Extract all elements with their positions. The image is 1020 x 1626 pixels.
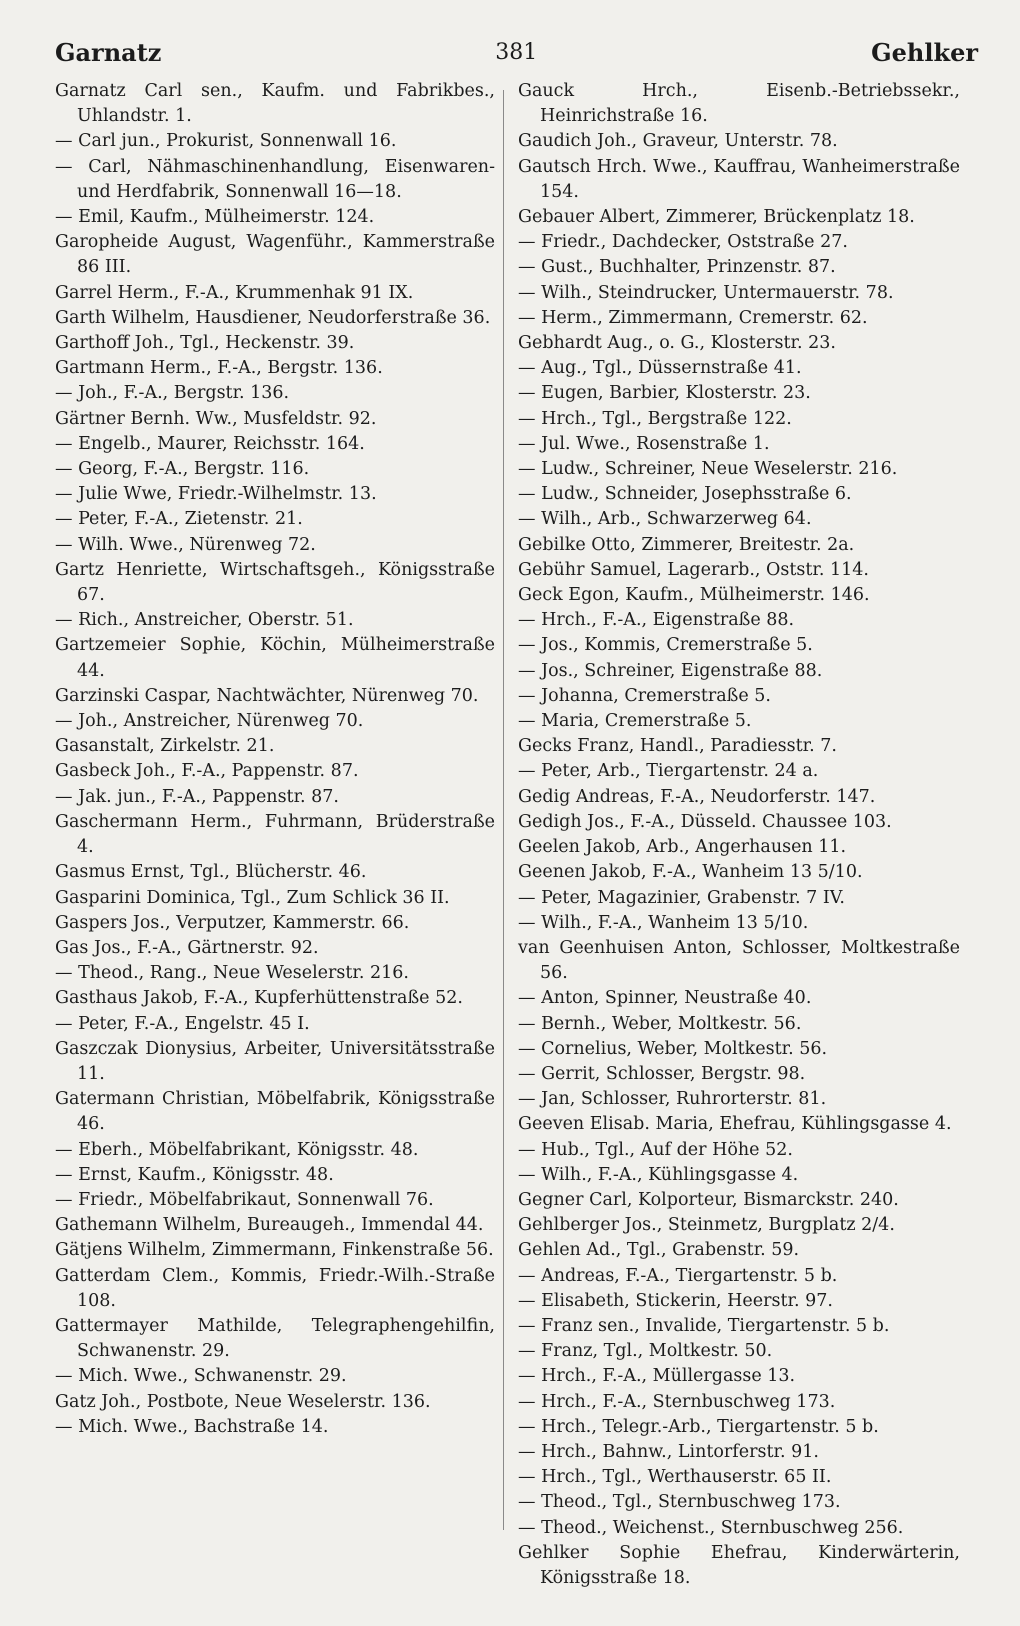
directory-entry: Gebhardt Aug., o. G., Klosterstr. 23.: [518, 333, 836, 354]
directory-entry: — Theod., Weichenst., Sternbuschweg 256.: [518, 1517, 904, 1538]
directory-entry: Garnatz Carl sen., Kaufm. und Fabrikbes., Uhlandstr. 1.: [55, 81, 495, 127]
directory-entry: — Jak. jun., F.-A., Pappenstr. 87.: [55, 786, 339, 807]
directory-entry: Garzinski Caspar, Nachtwächter, Nürenweg 70.: [55, 685, 479, 706]
directory-entry: Gattermayer Mathilde, Telegraphengehilfin, Schwanenstr. 29.: [55, 1315, 495, 1362]
directory-entry: — Elisabeth, Stickerin, Heerstr. 97.: [518, 1290, 833, 1311]
directory-entry: Gartmann Herm., F.-A., Bergstr. 136.: [55, 358, 383, 379]
directory-entry: Gaspers Jos., Verputzer, Kammerstr. 66.: [55, 912, 410, 933]
directory-entry: — Anton, Spinner, Neustraße 40.: [518, 988, 812, 1009]
directory-entry: — Ernst, Kaufm., Königsstr. 48.: [55, 1164, 334, 1185]
directory-entry: — Wilh., Steindrucker, Untermauerstr. 78.: [518, 282, 894, 303]
directory-entry: — Ludw., Schneider, Josephsstraße 6.: [518, 484, 852, 505]
directory-entry: — Carl jun., Prokurist, Sonnenwall 16.: [55, 131, 397, 152]
directory-entry: — Hrch., Tgl., Werthauserstr. 65 II.: [518, 1467, 832, 1488]
directory-entry: — Peter, F.-A., Zietenstr. 21.: [55, 509, 303, 530]
directory-entry: — Rich., Anstreicher, Oberstr. 51.: [55, 610, 354, 631]
directory-entry: Geenen Jakob, F.-A., Wanheim 13 5/10.: [518, 862, 863, 883]
directory-entry: — Theod., Tgl., Sternbuschweg 173.: [518, 1492, 841, 1513]
directory-entry: Gätjens Wilhelm, Zimmermann, Finkenstraße 56.: [55, 1240, 494, 1261]
directory-entry: Gebühr Samuel, Lagerarb., Oststr. 114.: [518, 559, 869, 580]
directory-entry: — Jos., Schreiner, Eigenstraße 88.: [518, 660, 823, 681]
directory-entry: Garthoff Joh., Tgl., Heckenstr. 39.: [55, 333, 355, 354]
directory-entry: — Friedr., Dachdecker, Oststraße 27.: [518, 232, 848, 253]
directory-entry: — Theod., Rang., Neue Weselerstr. 216.: [55, 963, 409, 984]
directory-entry: van Geenhuisen Anton, Schlosser, Moltkestraße 56.: [518, 937, 960, 984]
directory-entry: — Emil, Kaufm., Mülheimerstr. 124.: [55, 207, 375, 228]
directory-entry: Gedigh Jos., F.-A., Düsseld. Chaussee 103.: [518, 811, 892, 832]
directory-entry: — Bernh., Weber, Moltkestr. 56.: [518, 1013, 802, 1034]
directory-entry: Gebauer Albert, Zimmerer, Brückenplatz 18.: [518, 207, 915, 228]
directory-entry: Geelen Jakob, Arb., Angerhausen 11.: [518, 837, 847, 858]
directory-entry: — Jul. Wwe., Rosenstraße 1.: [518, 433, 770, 454]
directory-entry: Gasparini Dominica, Tgl., Zum Schlick 36 II.: [55, 887, 450, 908]
header-right-keyword: Gehlker: [871, 37, 978, 67]
directory-entry: Garopheide August, Wagenführ., Kammerstraße 86 III.: [55, 232, 495, 278]
directory-entry: — Wilh. Wwe., Nürenweg 72.: [55, 534, 316, 555]
directory-entry: — Jos., Kommis, Cremerstraße 5.: [518, 635, 813, 656]
directory-entry: — Hrch., Tgl., Bergstraße 122.: [518, 408, 792, 429]
directory-entry: Gebilke Otto, Zimmerer, Breitestr. 2a.: [518, 534, 855, 555]
directory-entry: — Gust., Buchhalter, Prinzenstr. 87.: [518, 257, 836, 278]
directory-entry: — Peter, F.-A., Engelstr. 45 I.: [55, 1013, 310, 1034]
directory-entry: — Engelb., Maurer, Reichsstr. 164.: [55, 433, 365, 454]
directory-entry: — Hrch., F.-A., Sternbuschweg 173.: [518, 1391, 836, 1412]
directory-entry: — Eberh., Möbelfabrikant, Königsstr. 48.: [55, 1139, 419, 1160]
directory-entry: — Peter, Arb., Tiergartenstr. 24 a.: [518, 761, 819, 782]
directory-entry: Gaszczak Dionysius, Arbeiter, Universitätsstraße 11.: [55, 1038, 495, 1084]
directory-entry: — Wilh., F.-A., Kühlingsgasse 4.: [518, 1164, 799, 1185]
right-column: [518, 79, 960, 1591]
page-header: [55, 34, 978, 70]
directory-entry: — Wilh., Arb., Schwarzerweg 64.: [518, 509, 812, 530]
directory-entry: — Andreas, F.-A., Tiergartenstr. 5 b.: [518, 1265, 838, 1286]
directory-entry: — Hrch., Telegr.-Arb., Tiergartenstr. 5 b.: [518, 1416, 879, 1437]
directory-entry: — Georg, F.-A., Bergstr. 116.: [55, 459, 310, 480]
directory-entry: — Franz, Tgl., Moltkestr. 50.: [518, 1341, 773, 1362]
directory-entry: Gauck Hrch., Eisenb.-Betriebssekr., Heinrichstraße 16.: [518, 81, 960, 127]
directory-entry: Gehlen Ad., Tgl., Grabenstr. 59.: [518, 1240, 800, 1261]
directory-entry: — Joh., F.-A., Bergstr. 136.: [55, 383, 290, 404]
directory-entry: Gehlberger Jos., Steinmetz, Burgplatz 2/4.: [518, 1215, 895, 1236]
directory-entry: — Maria, Cremerstraße 5.: [518, 711, 752, 732]
column-divider: [503, 90, 504, 1530]
directory-entry: Gehlker Sophie Ehefrau, Kinderwärterin, Königsstraße 18.: [518, 1542, 960, 1588]
directory-entry: Gegner Carl, Kolporteur, Bismarckstr. 240.: [518, 1189, 899, 1210]
directory-entry: Garth Wilhelm, Hausdiener, Neudorferstraße 36.: [55, 307, 491, 328]
directory-entry: — Cornelius, Weber, Moltkestr. 56.: [518, 1038, 828, 1059]
directory-entry: — Julie Wwe, Friedr.-Wilhelmstr. 13.: [55, 484, 377, 505]
directory-entry: — Hrch., Bahnw., Lintorferstr. 91.: [518, 1441, 819, 1462]
directory-entry: — Joh., Anstreicher, Nürenweg 70.: [55, 711, 364, 732]
directory-entry: — Jan, Schlosser, Ruhrorterstr. 81.: [518, 1089, 827, 1110]
directory-entry: — Carl, Nähmaschinenhandlung, Eisenwaren- und Herdfabrik, Sonnenwall 16—18.: [55, 156, 495, 202]
directory-entry: Gärtner Bernh. Ww., Musfeldstr. 92.: [55, 408, 377, 429]
directory-entry: — Hub., Tgl., Auf der Höhe 52.: [518, 1139, 793, 1160]
directory-entry: Geeven Elisab. Maria, Ehefrau, Kühlingsgasse 4.: [518, 1114, 952, 1135]
directory-entry: — Johanna, Cremerstraße 5.: [518, 685, 771, 706]
directory-entry: Gasbeck Joh., F.-A., Pappenstr. 87.: [55, 761, 359, 782]
directory-entry: Gatz Joh., Postbote, Neue Weselerstr. 136.: [55, 1391, 431, 1412]
directory-entry: Gasthaus Jakob, F.-A., Kupferhüttenstraße 52.: [55, 988, 463, 1009]
directory-entry: — Mich. Wwe., Bachstraße 14.: [55, 1416, 329, 1437]
directory-entry: — Mich. Wwe., Schwanenstr. 29.: [55, 1366, 347, 1387]
directory-entry: Gaschermann Herm., Fuhrmann, Brüderstraße 4.: [55, 811, 495, 858]
header-left-keyword: Garnatz: [55, 37, 162, 67]
directory-entry: Gathemann Wilhelm, Bureaugeh., Immendal 44.: [55, 1215, 484, 1236]
directory-entry: Gasmus Ernst, Tgl., Blücherstr. 46.: [55, 862, 367, 883]
directory-entry: Geck Egon, Kaufm., Mülheimerstr. 146.: [518, 585, 870, 606]
directory-entry: — Eugen, Barbier, Klosterstr. 23.: [518, 383, 811, 404]
directory-entry: Gartzemeier Sophie, Köchin, Mülheimerstraße 44.: [55, 635, 495, 681]
directory-entry: Gaudich Joh., Graveur, Unterstr. 78.: [518, 131, 838, 152]
directory-entry: Gartz Henriette, Wirtschaftsgeh., Königsstraße 67.: [55, 559, 495, 606]
directory-entry: — Gerrit, Schlosser, Bergstr. 98.: [518, 1063, 806, 1084]
directory-entry: — Herm., Zimmermann, Cremerstr. 62.: [518, 307, 868, 328]
directory-entry: Gatermann Christian, Möbelfabrik, Königsstraße 46.: [55, 1089, 495, 1135]
directory-entry: Gatterdam Clem., Kommis, Friedr.-Wilh.-Straße 108.: [55, 1265, 495, 1311]
directory-entry: — Wilh., F.-A., Wanheim 13 5/10.: [518, 912, 809, 933]
directory-entry: — Hrch., F.-A., Eigenstraße 88.: [518, 610, 795, 631]
directory-entry: Gecks Franz, Handl., Paradiesstr. 7.: [518, 736, 837, 757]
directory-entry: — Hrch., F.-A., Müllergasse 13.: [518, 1366, 796, 1387]
directory-entry: — Franz sen., Invalide, Tiergartenstr. 5 b.: [518, 1315, 890, 1336]
page-number: 381: [495, 39, 538, 65]
directory-entry: Gasanstalt, Zirkelstr. 21.: [55, 736, 275, 757]
directory-entry: Gautsch Hrch. Wwe., Kauffrau, Wanheimerstraße 154.: [518, 156, 960, 202]
directory-entry: — Friedr., Möbelfabrikaut, Sonnenwall 76.: [55, 1189, 434, 1210]
directory-entry: Garrel Herm., F.-A., Krummenhak 91 IX.: [55, 282, 414, 303]
directory-entry: — Ludw., Schreiner, Neue Weselerstr. 216.: [518, 459, 898, 480]
directory-entry: Gas Jos., F.-A., Gärtnerstr. 92.: [55, 937, 319, 958]
directory-entry: — Peter, Magazinier, Grabenstr. 7 IV.: [518, 887, 845, 908]
left-column: [55, 79, 495, 1440]
directory-entry: — Aug., Tgl., Düssernstraße 41.: [518, 358, 802, 379]
directory-entry: Gedig Andreas, F.-A., Neudorferstr. 147.: [518, 786, 876, 807]
